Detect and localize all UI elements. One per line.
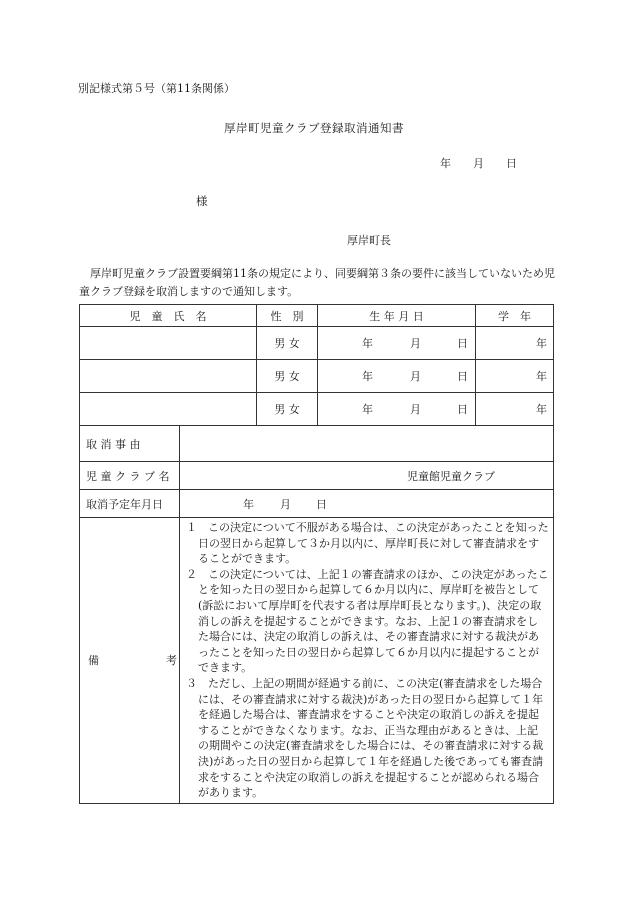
gender-cell: 男 女 xyxy=(257,360,318,393)
document-title: 厚岸町児童クラブ登録取消通知書 xyxy=(224,121,404,135)
issue-date-year: 年 xyxy=(440,157,451,170)
notice-table xyxy=(79,304,554,804)
grade-cell: 年 xyxy=(476,327,554,360)
header-grade: 学 年 xyxy=(476,305,554,327)
issue-date xyxy=(440,155,517,171)
birthdate-cell xyxy=(318,327,476,360)
remarks-label-2: 考 xyxy=(166,654,177,668)
cancel-month-label: 月 xyxy=(280,497,291,511)
header-child-name: 児 童 氏 名 xyxy=(80,305,257,327)
birth-day-label: 日 xyxy=(457,403,468,416)
issue-date-day: 日 xyxy=(506,157,517,170)
reason-value[interactable] xyxy=(180,426,554,462)
remarks-item: １ この決定について不服がある場合は、この決定があったことを知った日の翌日から起算して３か月以内に、厚岸町長に対して審査請求をすることができます。 xyxy=(186,521,549,566)
remarks-item: ３ ただし、上記の期間が経過する前に、この決定(審査請求をした場合には、その審査請求に対する裁決)があった日の翌日から起算して１年を経過した場合は、審査請求をすることや決定の取消しの訴えを提起することができなくなります。なお、正当な理由があるときは、上記の期間やこの決定(審査請求をした場合には、その審査請求に対する裁決)があった日の翌日から起算して１年を経過した後であっても審査請求をすることや決定の取消しの訴えを提起することが認められる場合があります。 xyxy=(186,676,544,800)
gender-cell: 男 女 xyxy=(257,327,318,360)
grade-cell: 年 xyxy=(476,360,554,393)
table-header-row xyxy=(80,305,554,327)
reason-row xyxy=(80,426,554,462)
birth-month-label: 月 xyxy=(410,337,421,350)
grade-cell: 年 xyxy=(476,393,554,426)
cancel-date-value xyxy=(180,490,554,518)
date-row xyxy=(80,490,554,518)
cancel-day-label: 日 xyxy=(316,497,327,511)
body-text: 厚岸町児童クラブ設置要綱第11条の規定により、同要綱第３条の要件に該当していないため児童クラブ登録を取消しますので通知します。 xyxy=(79,267,555,298)
header-birthdate: 生 年 月 日 xyxy=(318,305,476,327)
birth-month-label: 月 xyxy=(410,403,421,416)
remarks-label-1: 備 xyxy=(88,654,99,668)
remarks-row xyxy=(80,518,554,804)
club-value: 児童館児童クラブ xyxy=(180,462,554,490)
birth-month-label: 月 xyxy=(410,370,421,383)
remarks-label xyxy=(80,518,180,804)
child-row xyxy=(80,360,554,393)
child-row xyxy=(80,327,554,360)
birth-year-label: 年 xyxy=(362,337,373,350)
header-gender: 性 別 xyxy=(257,305,318,327)
addressee-suffix: 様 xyxy=(196,194,208,208)
child-name-cell[interactable] xyxy=(80,360,257,393)
remarks-content xyxy=(180,518,554,804)
cancel-date-label: 取消予定年月日 xyxy=(80,490,180,518)
gender-cell: 男 女 xyxy=(257,393,318,426)
reason-label: 取 消 事 由 xyxy=(80,426,180,462)
issue-date-month: 月 xyxy=(473,157,484,170)
birth-year-label: 年 xyxy=(362,370,373,383)
form-number: 別記様式第５号（第11条関係） xyxy=(78,82,235,95)
birthdate-cell xyxy=(318,360,476,393)
birth-year-label: 年 xyxy=(362,403,373,416)
child-name-cell[interactable] xyxy=(80,327,257,360)
birth-day-label: 日 xyxy=(457,337,468,350)
child-name-cell[interactable] xyxy=(80,393,257,426)
cancel-year-label: 年 xyxy=(243,497,254,511)
birthdate-cell xyxy=(318,393,476,426)
child-row xyxy=(80,393,554,426)
issuer: 厚岸町長 xyxy=(347,234,391,247)
club-label: 児 童 ク ラ ブ 名 xyxy=(80,462,180,490)
remarks-item: ２ この決定については、上記１の審査請求のほか、この決定があったことを知った日の翌日から起算して６か月以内に、厚岸町を被告として(訴訟において厚岸町を代表する者は厚岸町長となります。)、決定の取消しの訴えを提起することができます。なお、上記１の審査請求をした場合には、決定の取消しの訴えは、その審査請求に対する裁決があったことを知った日の翌日から起算して６か月以内に提起することができます。 xyxy=(186,567,549,675)
club-row xyxy=(80,462,554,490)
birth-day-label: 日 xyxy=(457,370,468,383)
